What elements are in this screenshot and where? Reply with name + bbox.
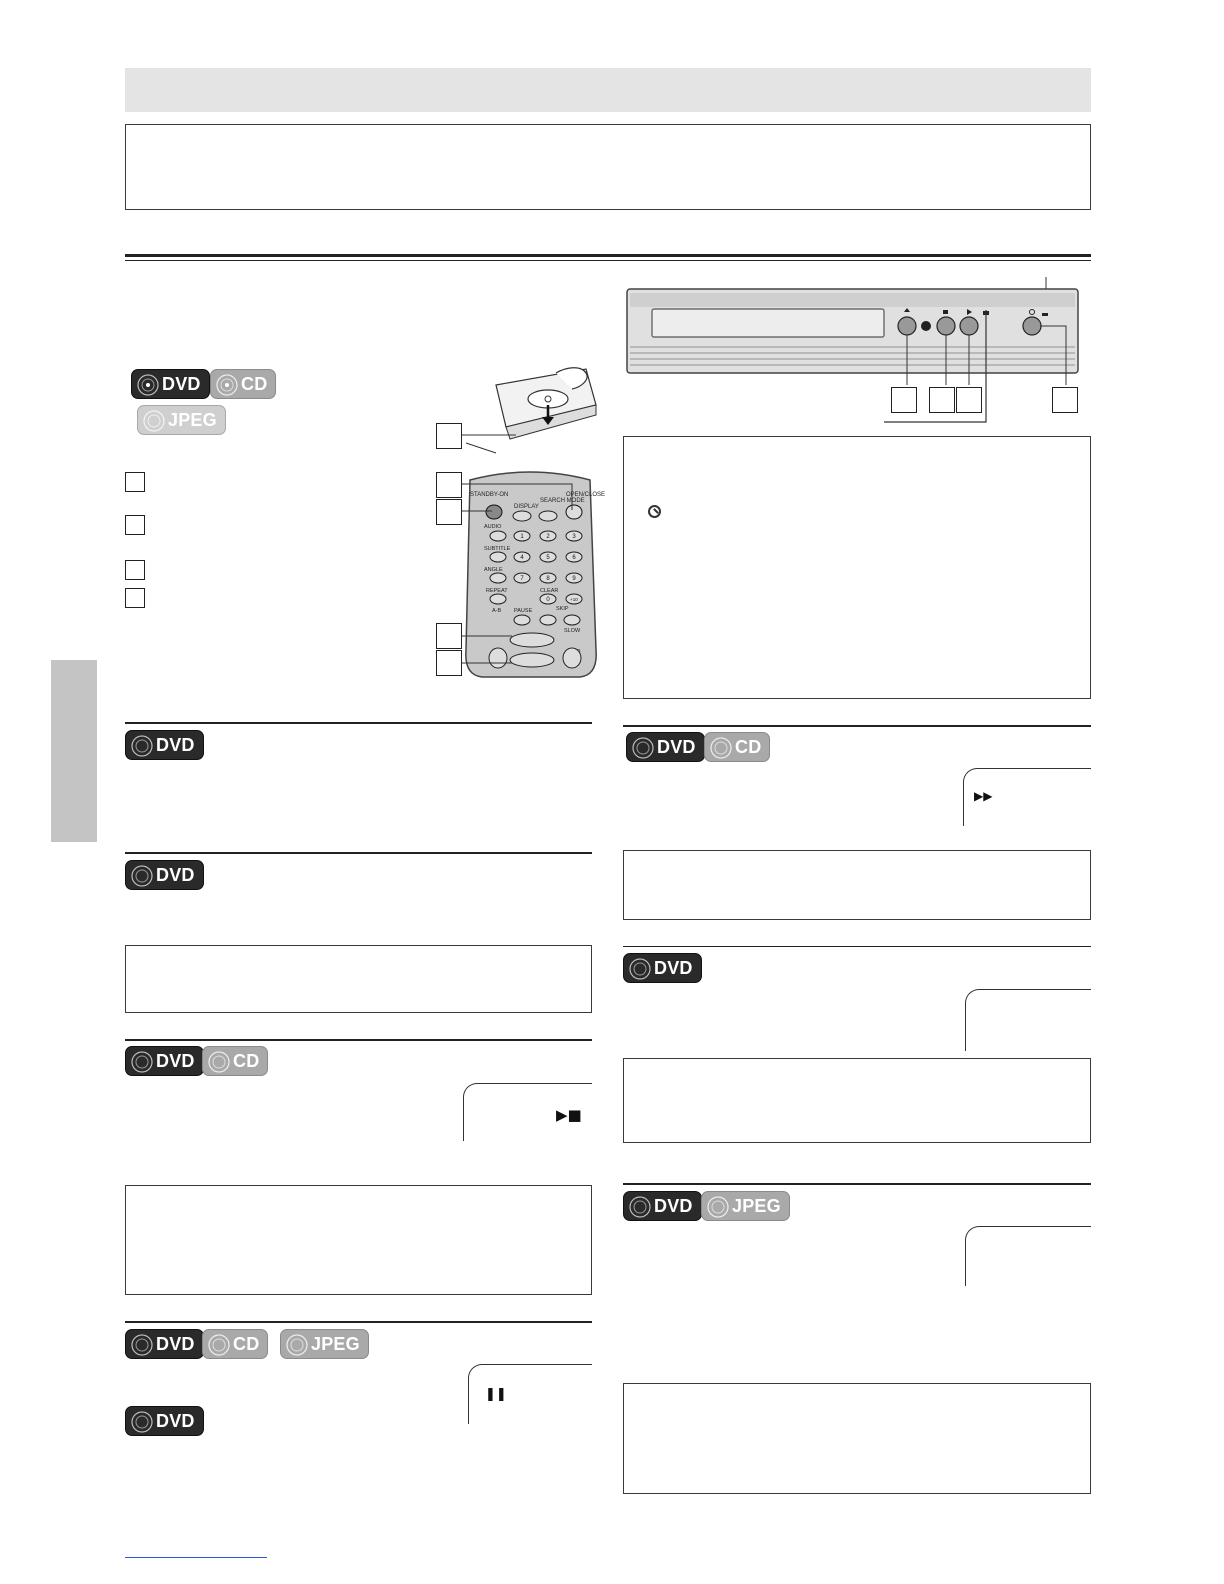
remote-number-key-label: 9 (572, 576, 576, 582)
playback-notes-box (623, 436, 1091, 699)
badge-cd: CD (704, 732, 770, 762)
side-chapter-tab (51, 660, 97, 842)
badge-dvd: DVD (626, 732, 705, 762)
svg-text:SUBTITLE: SUBTITLE (484, 546, 511, 552)
badge-dvd: DVD (125, 1406, 204, 1436)
badge-dvd: DVD (125, 730, 204, 760)
osd-resume-display (463, 1083, 592, 1141)
callout-tray (436, 423, 462, 449)
section-rule (623, 1183, 1091, 1185)
disc-icon (137, 374, 159, 396)
section-rule (125, 722, 592, 724)
callout-remote-stop (436, 650, 462, 676)
pause-icon: ❚❚ (485, 1387, 507, 1402)
disc-icon (632, 737, 654, 759)
svg-text:CLEAR: CLEAR (540, 588, 559, 594)
step-box-2 (125, 515, 145, 535)
prohibited-icon (648, 505, 661, 518)
footer-link-underline[interactable] (125, 1557, 267, 1558)
remote-number-key-label: 8 (546, 576, 550, 582)
section-rule (623, 946, 1091, 947)
section-rule (125, 254, 1091, 261)
note-box (125, 945, 592, 1013)
remote-number-key-label: +10 (570, 597, 578, 602)
note-box (623, 1383, 1091, 1494)
fast-forward-icon: ▶▶ (974, 789, 993, 803)
disc-icon (131, 735, 153, 757)
svg-text:AUDIO: AUDIO (484, 524, 502, 530)
section-rule (125, 1321, 592, 1323)
disc-icon (131, 865, 153, 887)
badge-dvd: DVD (623, 1191, 702, 1221)
remote-number-key-label: 5 (546, 555, 550, 561)
disc-icon (286, 1334, 308, 1356)
badge-dvd: DVD (125, 1046, 204, 1076)
section-header-band (125, 68, 1091, 112)
badge-cd: CD (202, 1329, 268, 1359)
osd-fast-forward-display (963, 768, 1091, 826)
remote-number-key-label: 3 (572, 534, 576, 540)
disc-icon (143, 410, 165, 432)
badge-dvd: DVD (125, 1329, 204, 1359)
player-front-panel-illustration (626, 275, 1080, 377)
remote-number-key-label: 7 (520, 576, 524, 582)
disc-icon (208, 1334, 230, 1356)
remote-number-key-label: 2 (546, 534, 550, 540)
osd-zoom-display (965, 1226, 1091, 1286)
badge-jpeg: JPEG (701, 1191, 790, 1221)
remote-number-key-label: 0 (546, 597, 550, 603)
badge-dvd: DVD (125, 860, 204, 890)
remote-callout-lines (462, 480, 582, 670)
svg-text:PAUSE: PAUSE (514, 608, 533, 614)
svg-text:SKIP: SKIP (556, 606, 569, 612)
osd-slow-display (965, 989, 1091, 1051)
callout-remote-open-close (436, 472, 462, 498)
remote-number-key-label: 1 (520, 534, 524, 540)
callout-panel-standby (1052, 387, 1078, 413)
callout-remote-standby (436, 499, 462, 525)
badge-jpeg: JPEG (137, 405, 226, 435)
badge-cd: CD (202, 1046, 268, 1076)
disc-icon (131, 1334, 153, 1356)
step-box-3 (125, 560, 145, 580)
panel-indicator-line (884, 310, 994, 426)
disc-icon (710, 737, 732, 759)
remote-number-key-label: 6 (572, 555, 576, 561)
intro-note-box (125, 124, 1091, 210)
step-box-1 (125, 472, 145, 492)
section-rule (125, 1039, 592, 1041)
section-rule (623, 725, 1091, 727)
svg-text:SEARCH MODE: SEARCH MODE (540, 498, 585, 504)
badge-cd: CD (210, 369, 276, 399)
disc-icon (131, 1411, 153, 1433)
resume-stop-icon: ▶■ (556, 1106, 582, 1124)
note-box (125, 1185, 592, 1295)
badge-jpeg: JPEG (280, 1329, 369, 1359)
svg-text:ANGLE: ANGLE (484, 567, 503, 573)
svg-text:DISPLAY: DISPLAY (514, 504, 539, 510)
disc-icon (131, 1051, 153, 1073)
disc-icon (216, 374, 238, 396)
svg-text:SLOW: SLOW (564, 628, 581, 634)
section-rule (125, 852, 592, 854)
disc-icon (629, 1196, 651, 1218)
step-box-4 (125, 588, 145, 608)
disc-icon (208, 1051, 230, 1073)
disc-icon (629, 958, 651, 980)
badge-dvd: DVD (131, 369, 210, 399)
disc-icon (707, 1196, 729, 1218)
svg-text:A-B: A-B (492, 608, 502, 614)
osd-pause-display (468, 1364, 592, 1424)
callout-remote-play (436, 623, 462, 649)
svg-text:OPEN/CLOSE: OPEN/CLOSE (566, 492, 606, 498)
svg-text:REPEAT: REPEAT (486, 588, 508, 594)
note-box (623, 850, 1091, 920)
svg-text:STANDBY-ON: STANDBY-ON (470, 492, 509, 498)
badge-dvd: DVD (623, 953, 702, 983)
note-box (623, 1058, 1091, 1143)
remote-number-key-label: 4 (520, 555, 524, 561)
